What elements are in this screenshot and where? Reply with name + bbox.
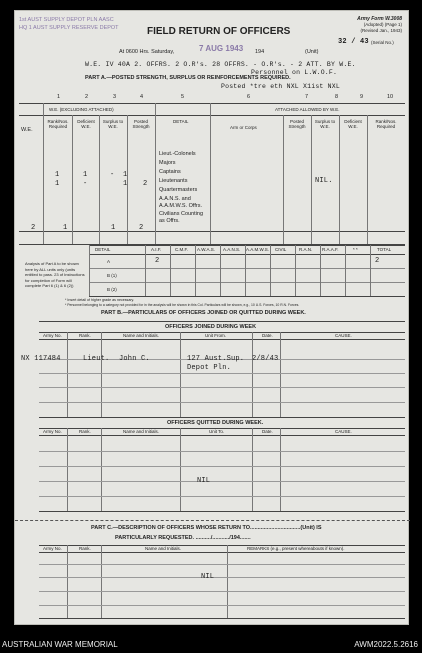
serial-number: 32 / 43 bbox=[338, 38, 369, 46]
hdr-deficient-att: Deficient W.E. bbox=[344, 119, 362, 129]
total-1: 2 bbox=[31, 224, 36, 232]
footnote-2: * Personnel belonging to a category not provided for in the analysis will be shown in this Col. Particulars will be shown, e.g., 10 U.S. Forces, 10 R.N. Forces. bbox=[65, 303, 300, 307]
joined-name: John C. bbox=[119, 355, 150, 363]
footer-institution: AUSTRALIAN WAR MEMORIAL bbox=[2, 640, 118, 649]
total-4: 2 bbox=[139, 224, 144, 232]
col1-value-1: 1 bbox=[55, 171, 60, 179]
group-we-excluding: W.E. (EXCLUDING ATTACHED) bbox=[49, 107, 114, 112]
unit-stamp-line2: HQ 1 AUST SUPPLY RESERVE DEPOT bbox=[19, 25, 119, 31]
col3-value-1: - bbox=[110, 171, 115, 179]
hdr-rank-required: Rank/Nos. Required bbox=[47, 119, 69, 129]
rank-lieut-colonels: Lieut.-Colonels bbox=[159, 151, 196, 157]
form-revised: (Revised Jan., 1943) bbox=[360, 28, 402, 33]
rank-civilians: Civilians Counting as Offrs. bbox=[159, 211, 204, 224]
joined-title: OFFICERS JOINED DURING WEEK bbox=[165, 324, 257, 330]
we-label: W.E. bbox=[21, 127, 33, 133]
form-page: 1st AUST SUPPLY DEPOT PLN AASC HQ 1 AUST SUPPLY RESERVE DEPOT FIELD RETURN OF OFFICERS Army Form W.3008 (Adopted) (Page 1) (Revised Jan., 1943) 32 / 43 (Serial No.) At 0600 Hrs. Saturday, 7 AUG 1943 194 (Unit) W.E. IV 40A 2. OFFRS. 2 O.R's. 28 OFFRS. - O.R's. - 2 ATT. BY W.E. PART A.—POSTED STRENGTH, SURPLUS OR REINFORCEMENTS REQUIRED. Personnel on L.W.O.F. Posted *tre eth NXL X1ist NXL 1 2 3 4 5 6 7 8 9 10 W.E. (EXCLUDING ATTACHED) ATTACHED ALLOWED BY W.E. Rank/Nos. Required Deficient W.E. Surplus to W.E. Posted Strength DETAIL Arm or Corps Posted Strength Surplus to W.E. Deficient W.E. Rank/Nos. Required W.E. Lieut.-Colonels Majors Captains Lieutenants Quartermasters A.A.N.S. and A.A.M.W.S. Offrs. Civilians Counting as Offrs. 1 1 1 - - 1 1 2 NIL. 2 1 1 2 Analysis of Part A to be shown here by ALL units only (units entitled to pass. 23 of Instructions for completion of Form will complete Part 6 (1) & 6 (2)) DETAIL A.I.F. C.M.F. A.W.A.S. A.A.N.S. A.A.M.W.S. CIVIL R.A.N. R.A.A.F. * * TOTAL A B (1) B (2) 2 2 * Insert detail of higher grade as necessary. * Personnel belonging to a category not provided for in the analysis will be shown in this Col. Particulars will be shown, e.g., 10 U.S. Forces, 10 R.N. Forces. PART B.—PARTICULARS OF OFFICERS JOINED OR QUITTED DURING WEEK. OFFICERS JOINED DURING WEEK Army No. Rank. Name and Initials. Unit From. Date. CAUSE. NX 117484 Lieut. John C. 127 Aust.Sup. Depot Pln. 2/8/43 OFFICERS QUITTED DURING WEEK. Army No. Rank. Name and Initials. Unit To. Date. CAUSE. NIL PART C.—DESCRIPTION OF OFFICERS WHOSE RETURN TO.................................(Unit) IS PARTICULARLY REQUESTED. ........../.........../194....... Army No. Rank. Name and Initials. REMARKS (e.g., present whereabouts if known). NIL bbox=[14, 10, 409, 625]
footer-accession: AWM2022.5.2616 bbox=[354, 640, 418, 649]
joined-date: 2/8/43 bbox=[252, 355, 279, 363]
hdr-surplus-att: Surplus to W.E. bbox=[314, 119, 336, 129]
analysis-note: Analysis of Part A to be shown here by ALL units only (units entitled to pass. 23 of Instructions for completion of Form will complete Part 6 (1) & 6 (2)) bbox=[25, 261, 85, 288]
hdr-detail: DETAIL bbox=[173, 119, 189, 124]
rank-quartermasters: Quartermasters bbox=[159, 187, 198, 193]
part-c-title: PART C.—DESCRIPTION OF OFFICERS WHOSE RETURN TO.................................(Unit) IS bbox=[91, 525, 322, 531]
date-stamp: 7 AUG 1943 bbox=[199, 44, 244, 53]
hdr-rank-required-att: Rank/Nos. Required bbox=[375, 119, 397, 129]
unit-stamp-line1: 1st AUST SUPPLY DEPOT PLN AASC bbox=[19, 17, 114, 23]
hdr-posted-strength: Posted Strength bbox=[132, 119, 150, 129]
col4-value-2: 1 bbox=[123, 180, 128, 188]
serial-label: (Serial No.) bbox=[371, 40, 394, 45]
we-strength-line: W.E. IV 40A 2. OFFRS. 2 O.R's. 28 OFFRS. - O.R's. - 2 ATT. BY W.E. bbox=[85, 61, 356, 68]
quitted-title: OFFICERS QUITTED DURING WEEK. bbox=[167, 420, 264, 426]
analysis-row-a: A bbox=[107, 259, 111, 264]
col4-value-1: 1 bbox=[123, 171, 128, 179]
army-form-number: Army Form W.3008 bbox=[357, 16, 402, 22]
at-hours-label: At 0600 Hrs. Saturday, bbox=[119, 49, 175, 55]
analysis-aif-value: 2 bbox=[155, 257, 160, 265]
part-a-title: PART A.—POSTED STRENGTH, SURPLUS OR REINFORCEMENTS REQUIRED. bbox=[85, 75, 291, 81]
rank-majors: Majors bbox=[159, 160, 176, 166]
col5-value-1: 2 bbox=[143, 180, 148, 188]
total-2: 1 bbox=[63, 224, 68, 232]
group-attached: ATTACHED ALLOWED BY W.E. bbox=[275, 107, 340, 112]
hdr-surplus: Surplus to W.E. bbox=[102, 119, 124, 129]
hdr-posted-strength-att: Posted Strength bbox=[288, 119, 306, 129]
rank-lieutenants: Lieutenants bbox=[159, 178, 188, 184]
joined-rank: Lieut. bbox=[83, 355, 110, 363]
part-a-note-2: Posted *tre eth NXL X1ist NXL bbox=[221, 83, 340, 90]
joined-unit-from: 127 Aust.Sup. bbox=[187, 355, 245, 363]
unit-label: (Unit) bbox=[305, 49, 319, 55]
hdr-arm-corps: Arm or Corps bbox=[230, 125, 257, 130]
col2-value-1: 1 bbox=[83, 171, 88, 179]
col1-value-2: 1 bbox=[55, 180, 60, 188]
form-adopted: (Adopted) (Page 1) bbox=[363, 22, 402, 27]
analysis-row-b2: B (2) bbox=[107, 287, 117, 292]
total-3: 1 bbox=[111, 224, 116, 232]
col2-value-2: - bbox=[83, 180, 88, 188]
quitted-nil: NIL bbox=[197, 477, 211, 485]
part-a-nil: NIL. bbox=[315, 177, 333, 185]
rank-captains: Captains bbox=[159, 169, 181, 175]
year-label: 194 bbox=[255, 49, 265, 55]
footnote-1: * Insert detail of higher grade as necessary. bbox=[65, 298, 135, 302]
rank-aans: A.A.N.S. and A.A.M.W.S. Offrs. bbox=[159, 196, 202, 209]
analysis-total-value: 2 bbox=[375, 257, 380, 265]
form-title: FIELD RETURN OF OFFICERS bbox=[147, 26, 291, 37]
part-a-note-1: Personnel on L.W.O.F. bbox=[251, 69, 338, 76]
archive-footer bbox=[0, 637, 422, 653]
part-c-subtitle: PARTICULARLY REQUESTED. ........../.........../194....... bbox=[115, 535, 251, 541]
hdr-deficient: Deficient W.E. bbox=[77, 119, 95, 129]
part-b-title: PART B.—PARTICULARS OF OFFICERS JOINED OR QUITTED DURING WEEK. bbox=[101, 310, 306, 316]
joined-army-no: NX 117484 bbox=[21, 355, 61, 363]
analysis-row-b1: B (1) bbox=[107, 273, 117, 278]
joined-unit-from-2: Depot Pln. bbox=[187, 364, 232, 372]
part-c-nil: NIL bbox=[201, 573, 215, 581]
